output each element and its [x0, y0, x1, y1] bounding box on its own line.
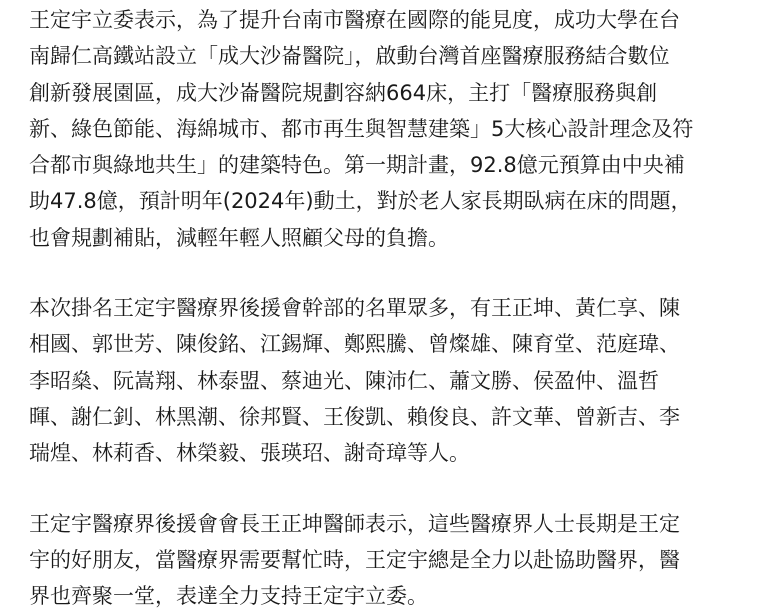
paragraph-line: 王定宇醫療界後援會會長王正坤醫師表示，這些醫療界人士長期是王定 [29, 511, 680, 536]
paragraph-1 [29, 2, 751, 256]
paragraph-line: 也會規劃補貼，減輕年輕人照顧父母的負擔。 [29, 225, 449, 250]
paragraph-line: 界也齊聚一堂，表達全力支持王定宇立委。 [29, 584, 428, 609]
paragraph-line: 本次掛名王定宇醫療界後援會幹部的名單眾多，有王正坤、黃仁享、陳 [29, 296, 680, 321]
paragraph-line: 新、綠色節能、海綿城市、都市再生與智慧建築」5大核心設計理念及符 [29, 116, 694, 141]
paragraph-line: 南歸仁高鐵站設立「成大沙崙醫院」，啟動台灣首座醫療服務結合數位 [29, 44, 670, 69]
paragraph-line: 相國、郭世芳、陳俊銘、江錫輝、鄭熙騰、曾燦雄、陳育堂、范庭瑋、 [29, 332, 680, 357]
paragraph-line: 王定宇立委表示，為了提升台南市醫療在國際的能見度，成功大學在台 [29, 8, 680, 32]
paragraph-line: 合都市與綠地共生」的建築特色。第一期計畫，92.8億元預算由中央補 [29, 153, 685, 178]
paragraph-2 [29, 290, 751, 471]
paragraph-line: 助47.8億，預計明年(2024年)動土，對於老人家長期臥病在床的問題， [29, 189, 692, 214]
paragraph-line: 暉、謝仁釗、林黑潮、徐邦賢、王俊凱、賴俊良、許文華、曾新吉、李 [29, 404, 680, 429]
paragraph-line: 宇的好朋友，當醫療界需要幫忙時，王定宇總是全力以赴協助醫界，醫 [29, 547, 680, 572]
paragraph-line: 瑞煌、林莉香、林榮毅、張瑛玿、謝奇璋等人。 [29, 441, 470, 466]
paragraph-line: 創新發展園區，成大沙崙醫院規劃容納664床，主打「醫療服務與創 [29, 80, 658, 105]
paragraph-3 [29, 506, 751, 614]
paragraph-line: 李昭燊、阮嵩翔、林泰盟、蔡迪光、陳沛仁、蕭文勝、侯盈仲、溫哲 [29, 368, 659, 393]
